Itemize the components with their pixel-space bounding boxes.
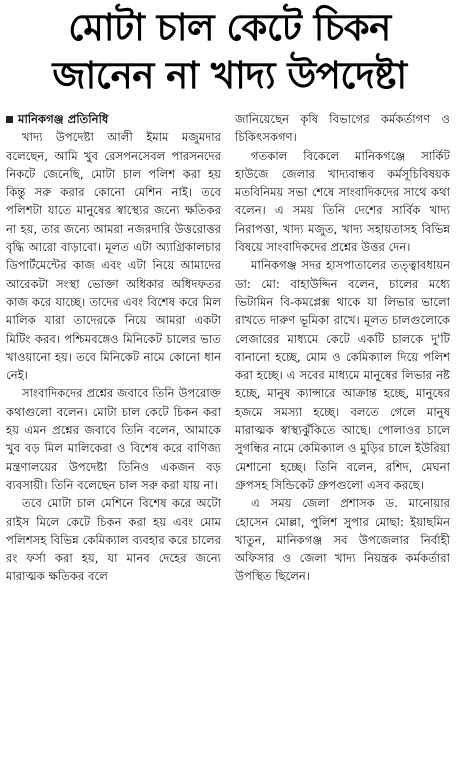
byline-text: মানিকগঞ্জ প্রতিনিধি bbox=[18, 112, 109, 126]
paragraph: জানিয়েছেন কৃষি বিভাগের কর্মকর্তাগণ ও চিকিৎসকগণ। bbox=[235, 112, 450, 145]
article-body bbox=[6, 110, 453, 586]
column-left bbox=[6, 110, 221, 586]
paragraph: সাংবাদিকদের প্রশ্নের জবাবে তিনি উপরোক্ত কথাগুলো বলেন। মোটা চাল কেটে চিকন করা হয় এমন প্রশ্নের জবাবে তিনি বলেন, আমাকে খুব বড় মিল মালিকেরা ও বিশেষ করে বাণিজ্য মন্ত্রণালয়ের উপদেষ্টা তিনিও একজন বড় ব্যবসায়ী। তিনি বলেছেন চাল সরু করা যায় না। bbox=[6, 386, 221, 492]
headline-line-1: মোটা চাল কেটে চিকন bbox=[68, 6, 391, 49]
paragraph: গতকাল বিকেলে মানিকগঞ্জে সার্কিট হাউজে জেলার খাদ্যবান্ধব কর্মসূচিবিষয়ক মতবিনিময় সভা শেষে সাংবাদিকদের সাথে কথা বলেন। এ সময় তিনি দেশের সার্বিক খাদ্য নিরাপত্তা, খাদ্য মজুত, খাদ্য সহায়তাসহ বিভিন্ন বিষয়ে সাংবাদিকদের প্রশ্নের উত্তর দেন। bbox=[235, 148, 450, 255]
paragraph: খাদ্য উপদেষ্টা আলী ইমাম মজুমদার বলেছেন, আমি খুব রেসপনসেবল পারসনদের নিকটে জেনেছি, মোটা চাল পলিশ করা হয় কিন্তু সরু করার কোনো মেশিন নাই। তবে পলিশটা যাতে মানুষের স্বাস্থ্যের জন্যে ক্ষতিকর না হয়, তার জন্যে আমরা নজরদারি উত্তরোত্তর বৃদ্ধি আরো বাড়াবো। মূলত এটা অ্যাগ্রিকালচার ডিপার্টমেন্টের কাজ এবং এটা নিয়ে আমাদের আরেকটা সংস্থা ভোক্তা অধিকার অধিদফতর কাজ করে যাচ্ছে। তাদের এবং বিশেষ করে মিল মালিক যারা তাদেরকে নিয়ে আমরা একটা মিটিং করব। পশ্চিমবঙ্গেও মিনিকেট চালের ভাত খাওয়ানো হয়। তবে মিনিকেট নামে কোনো ধান নেই। bbox=[6, 130, 221, 383]
paragraph: মানিকগঞ্জ সদর হাসপাতালের তত্ত্বাবধায়ন ডা: মো: বাহাউদ্দিন বলেন, চালের মধ্যে ভিটামিন বি-কমপ্লেক্স থাকে যা লিভার ভালো রাখতে দারুণ ভূমিকা রাখে। মূলত চালগুলোকে লেজারের মাধ্যমে কেটে একটি চালকে দু'টি বানানো হচ্ছে, মোম ও কেমিক্যাল দিয়ে পলিশ করা হচ্ছে। এ সবের মাধ্যমে মানুষের লিভার নষ্ট হচ্ছে, মানুষ ক্যান্সারে আক্রান্ত হচ্ছে, মানুষের হজমে সমস্যা হচ্ছে। বলতে গেলে মানুষ মারাত্মক স্বাস্থ্যঝুঁকিতে আছে। পোলাওর চালে সুগন্ধির নামে কেমিক্যাল ও মুড়ির চালে ইউরিয়া মেশানো হচ্ছে। তিনি বলেন, রশিদ, মেঘনা গ্রুপসহ সিন্ডিকেট গ্রুপগুলো এসব করছে। bbox=[235, 258, 450, 492]
paragraph: তবে মোটা চাল মেশিনে বিশেষ করে অটো রাইস মিলে কেটে চিকন করা হয় এবং মোম পলিশসহ বিভিন্ন কেমিক্যাল ব্যবহার করে চালের রং ফর্সা করা হয়, যা মানব দেহের জন্যে মারাত্মক ক্ষতিকর বলে bbox=[6, 496, 221, 584]
paragraph: এ সময় জেলা প্রশাসক ড. মানোয়ার হোসেন মোল্লা, পুলিশ সুপার মোছা: ইয়াছমিন খাতুন, মানিকগঞ্জ সব উপজেলার নির্বাহী অফিসার ও জেলা খাদ্য নিয়ন্ত্রক কর্মকর্তারা উপস্থিত ছিলেন। bbox=[235, 496, 450, 584]
byline bbox=[6, 110, 221, 128]
column-right bbox=[235, 110, 450, 586]
headline-line-2: জানেন না খাদ্য উপদেষ্টা bbox=[52, 54, 407, 97]
headline bbox=[6, 4, 453, 100]
square-bullet-icon bbox=[6, 116, 13, 123]
